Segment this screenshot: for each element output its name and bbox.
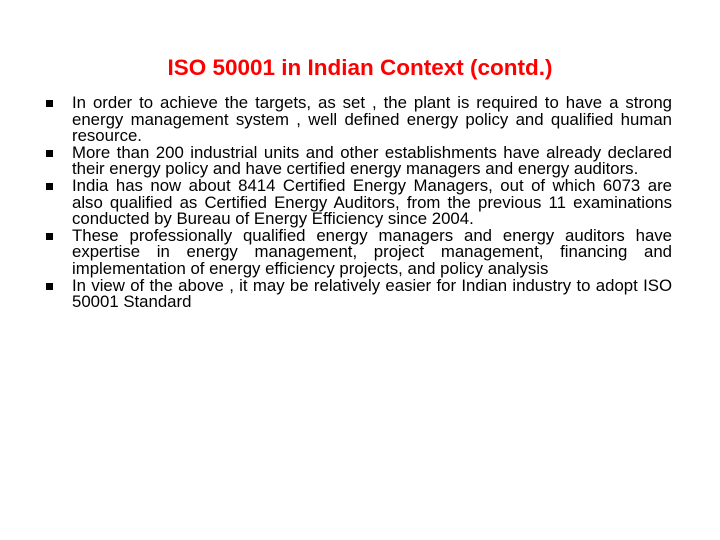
bullet-text: These professionally qualified energy managers and energy auditors have expertise in energy management, project management, financing and implementation of energy efficiency projects, and policy analysis <box>72 225 672 278</box>
bullet-item <box>46 225 672 278</box>
square-bullet-icon <box>46 183 53 190</box>
square-bullet-icon <box>46 233 53 240</box>
bullet-item <box>46 95 672 145</box>
bullet-item <box>46 175 672 229</box>
square-bullet-icon <box>46 100 53 107</box>
bullet-text: More than 200 industrial units and other establishments have already declared their energy policy and have certified energy managers and energy auditors. <box>72 142 672 179</box>
bullet-item <box>46 142 672 179</box>
square-bullet-icon <box>46 283 53 290</box>
bullet-text: India has now about 8414 Certified Energy Managers, out of which 6073 are also qualified as Certified Energy Auditors, from the previous 11 examinations conducted by Bureau of Energy Efficiency since 2004. <box>72 175 672 229</box>
slide-title: ISO 50001 in Indian Context (contd.) <box>167 55 553 80</box>
bullet-text: In order to achieve the targets, as set , the plant is required to have a strong energy management system , well defined energy policy and qualified human resource. <box>72 93 672 146</box>
bullet-item <box>46 275 672 312</box>
square-bullet-icon <box>46 150 53 157</box>
bullet-list <box>46 95 672 311</box>
bullet-text: In view of the above , it may be relatively easier for Indian industry to adopt ISO 50001 Standard <box>72 275 672 312</box>
